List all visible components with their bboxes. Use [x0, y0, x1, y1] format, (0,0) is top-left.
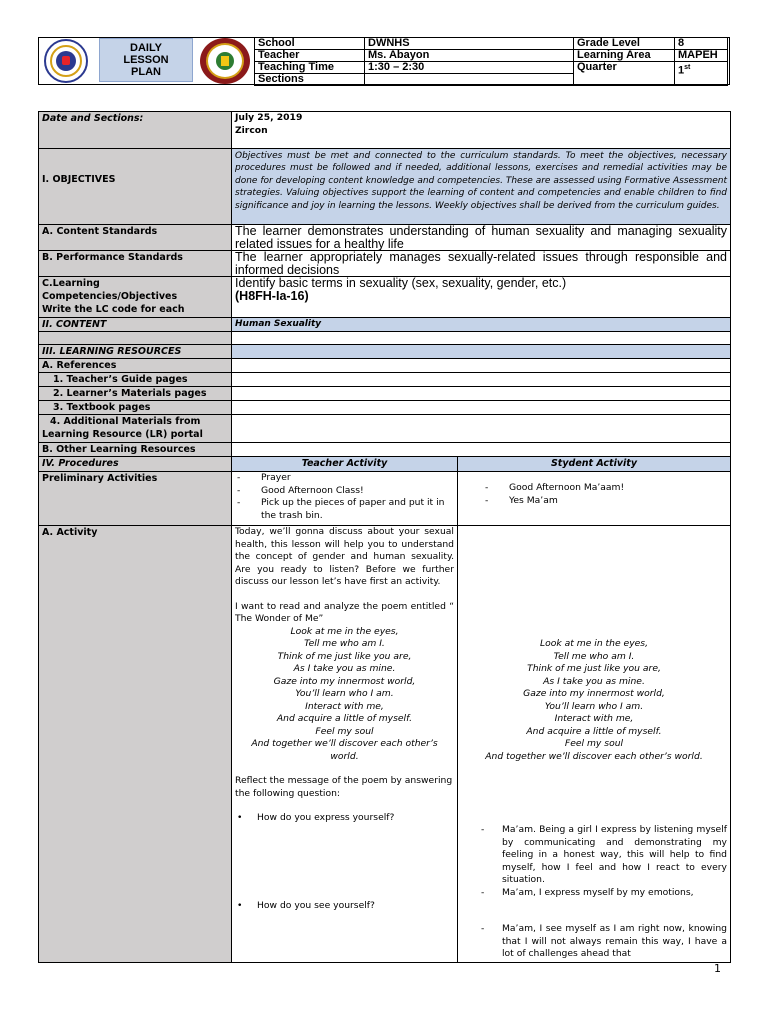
objectives-text: Objectives must be met and connected to the curriculum standards. To meet the objectives, necessary procedures must be followed and if needed, additional lessons, exercises and remedial activities may be done for developing content knowledge and competencies. These are assessed using Formative Assessment strategies. Valuing objectives support the learning of content and competencies and enable children to find significance and joy in learning the lessons. Weekly objectives shall be derived from the curriculum guides. [235, 151, 727, 211]
quarter-label: Quarter [574, 62, 675, 86]
references-label: A. References [39, 359, 232, 373]
date-sections-value [232, 112, 731, 149]
other-resources-label: B. Other Learning Resources [39, 443, 232, 457]
performance-standards-label: B. Performance Standards [39, 251, 232, 277]
question-express: • How do you express yourself? [235, 812, 454, 825]
poem-intro: I want to read and analyze the poem entitled “ The Wonder of Me” [235, 600, 454, 624]
competencies-label: C.Learning Competencies/Objectives Write the LC code for each [39, 277, 232, 318]
teachers-guide-value [232, 373, 731, 387]
activity-teacher-cell [232, 526, 458, 963]
reflect-instruction: Reflect the message of the poem by answering the following question: [235, 775, 453, 799]
additional-materials-value [232, 415, 731, 443]
objectives-cell [232, 149, 731, 225]
preliminary-activities-label: Preliminary Activities [39, 472, 232, 526]
learners-materials-value [232, 387, 731, 401]
page-number: 1 [714, 962, 721, 975]
grade-level-value: 8 [675, 38, 728, 50]
activity-student-cell [458, 526, 731, 963]
sections-value [365, 74, 574, 86]
school-label: School [255, 38, 365, 50]
poem-student: Look at me in the eyes, Tell me who am I. Think of me just like you are, As I take you as mine. Gaze into my innermost world, You’ll learn who I am. Interact with me, And acquire a little of myself. Feel my soul And together we’ll discover each other’s world. [485, 638, 703, 762]
lesson-plan-table [38, 111, 731, 963]
grade-level-label: Grade Level [574, 38, 675, 50]
preliminary-student-cell [458, 472, 731, 526]
poem-teacher: Look at me in the eyes, Tell me who am I. Think of me just like you are, As I take you as mine. Gaze into my innermost world, You’ll learn who I am. Interact with me, And acquire a little of myself. Feel my soul And together we’ll discover each other’s world. [251, 625, 438, 762]
learning-area-value: MAPEH [675, 50, 728, 62]
blank-value-row [232, 332, 731, 345]
competency-text: Identify basic terms in sexuality (sex, sexuality, gender, etc.) [235, 276, 567, 290]
learning-resources-value [232, 345, 731, 359]
textbook-pages-value [232, 401, 731, 415]
procedures-label: IV. Procedures [39, 457, 232, 472]
prelim-teacher-item: - Good Afternoon Class! [261, 485, 454, 498]
sections-label: Sections [255, 74, 365, 86]
teacher-value: Ms. Abayon [365, 50, 574, 62]
deped-seal-logo [44, 39, 88, 83]
school-value: DWNHS [365, 38, 574, 50]
answer-express: - Ma’am. Being a girl I express by listening myself by communicating and demonstrating my feeling in a honest way, this will help to find myself, how I feel and how I react to every situation. [461, 824, 727, 887]
lc-code: (H8FH-Ia-16) [235, 288, 309, 303]
lesson-section: Zircon [235, 124, 268, 136]
content-standards-value: The learner demonstrates understanding of human sexuality and managing sexuality related issues for a healthy life [232, 225, 731, 251]
prelim-student-item: - Yes Ma’am [509, 495, 727, 508]
teacher-label: Teacher [255, 50, 365, 62]
teaching-time-label: Teaching Time [255, 62, 365, 74]
student-activity-header: Stydent Activity [458, 457, 731, 472]
performance-standards-value: The learner appropriately manages sexually-related issues through responsible and informed decisions [232, 251, 731, 277]
learners-materials-label: 2. Learner’s Materials pages [39, 387, 232, 401]
competencies-cell [232, 277, 731, 318]
prelim-teacher-item: - Prayer [261, 472, 454, 485]
content-label: II. CONTENT [39, 318, 232, 332]
date-sections-label: Date and Sections: [39, 112, 232, 149]
additional-materials-label: 4. Additional Materials from Learning Resource (LR) portal [39, 415, 232, 443]
content-value: Human Sexuality [232, 318, 731, 332]
content-standards-label: A. Content Standards [39, 225, 232, 251]
learning-area-label: Learning Area [574, 50, 675, 62]
daily-lesson-plan-title: DAILY LESSON PLAN [99, 38, 193, 82]
teaching-time-value: 1:30 – 2:30 [365, 62, 574, 74]
prelim-student-item: - Good Afternoon Ma’aam! [509, 482, 727, 495]
textbook-pages-label: 3. Textbook pages [39, 401, 232, 415]
school-seal-logo [200, 38, 250, 84]
preliminary-teacher-cell [232, 472, 458, 526]
header-info-table [254, 37, 728, 86]
objectives-label: I. OBJECTIVES [39, 149, 232, 225]
answer-express-emotions: - Ma’am, I express myself by my emotions, [461, 887, 727, 900]
activity-label: A. Activity [39, 526, 232, 963]
teacher-activity-header: Teacher Activity [232, 457, 458, 472]
answer-see: - Ma’am, I see myself as I am right now, knowing that I will not always remain this way, I have a lot of challenges ahead that [461, 923, 727, 961]
references-value [232, 359, 731, 373]
teachers-guide-label: 1. Teacher’s Guide pages [39, 373, 232, 387]
quarter-value: 1st [675, 62, 728, 86]
activity-intro: Today, we’ll gonna discuss about your sexual health, this lesson will help you to understand the concept of gender and human sexuality. Are you ready to listen? Before we further discuss our lesson let’s have first an activity. [235, 526, 454, 587]
learning-resources-label: III. LEARNING RESOURCES [39, 345, 232, 359]
other-resources-value [232, 443, 731, 457]
lesson-date: July 25, 2019 [235, 112, 303, 123]
blank-label-row [39, 332, 232, 345]
question-see: • How do you see yourself? [235, 900, 454, 913]
prelim-teacher-item: - Pick up the pieces of paper and put it in the trash bin. [261, 497, 454, 522]
